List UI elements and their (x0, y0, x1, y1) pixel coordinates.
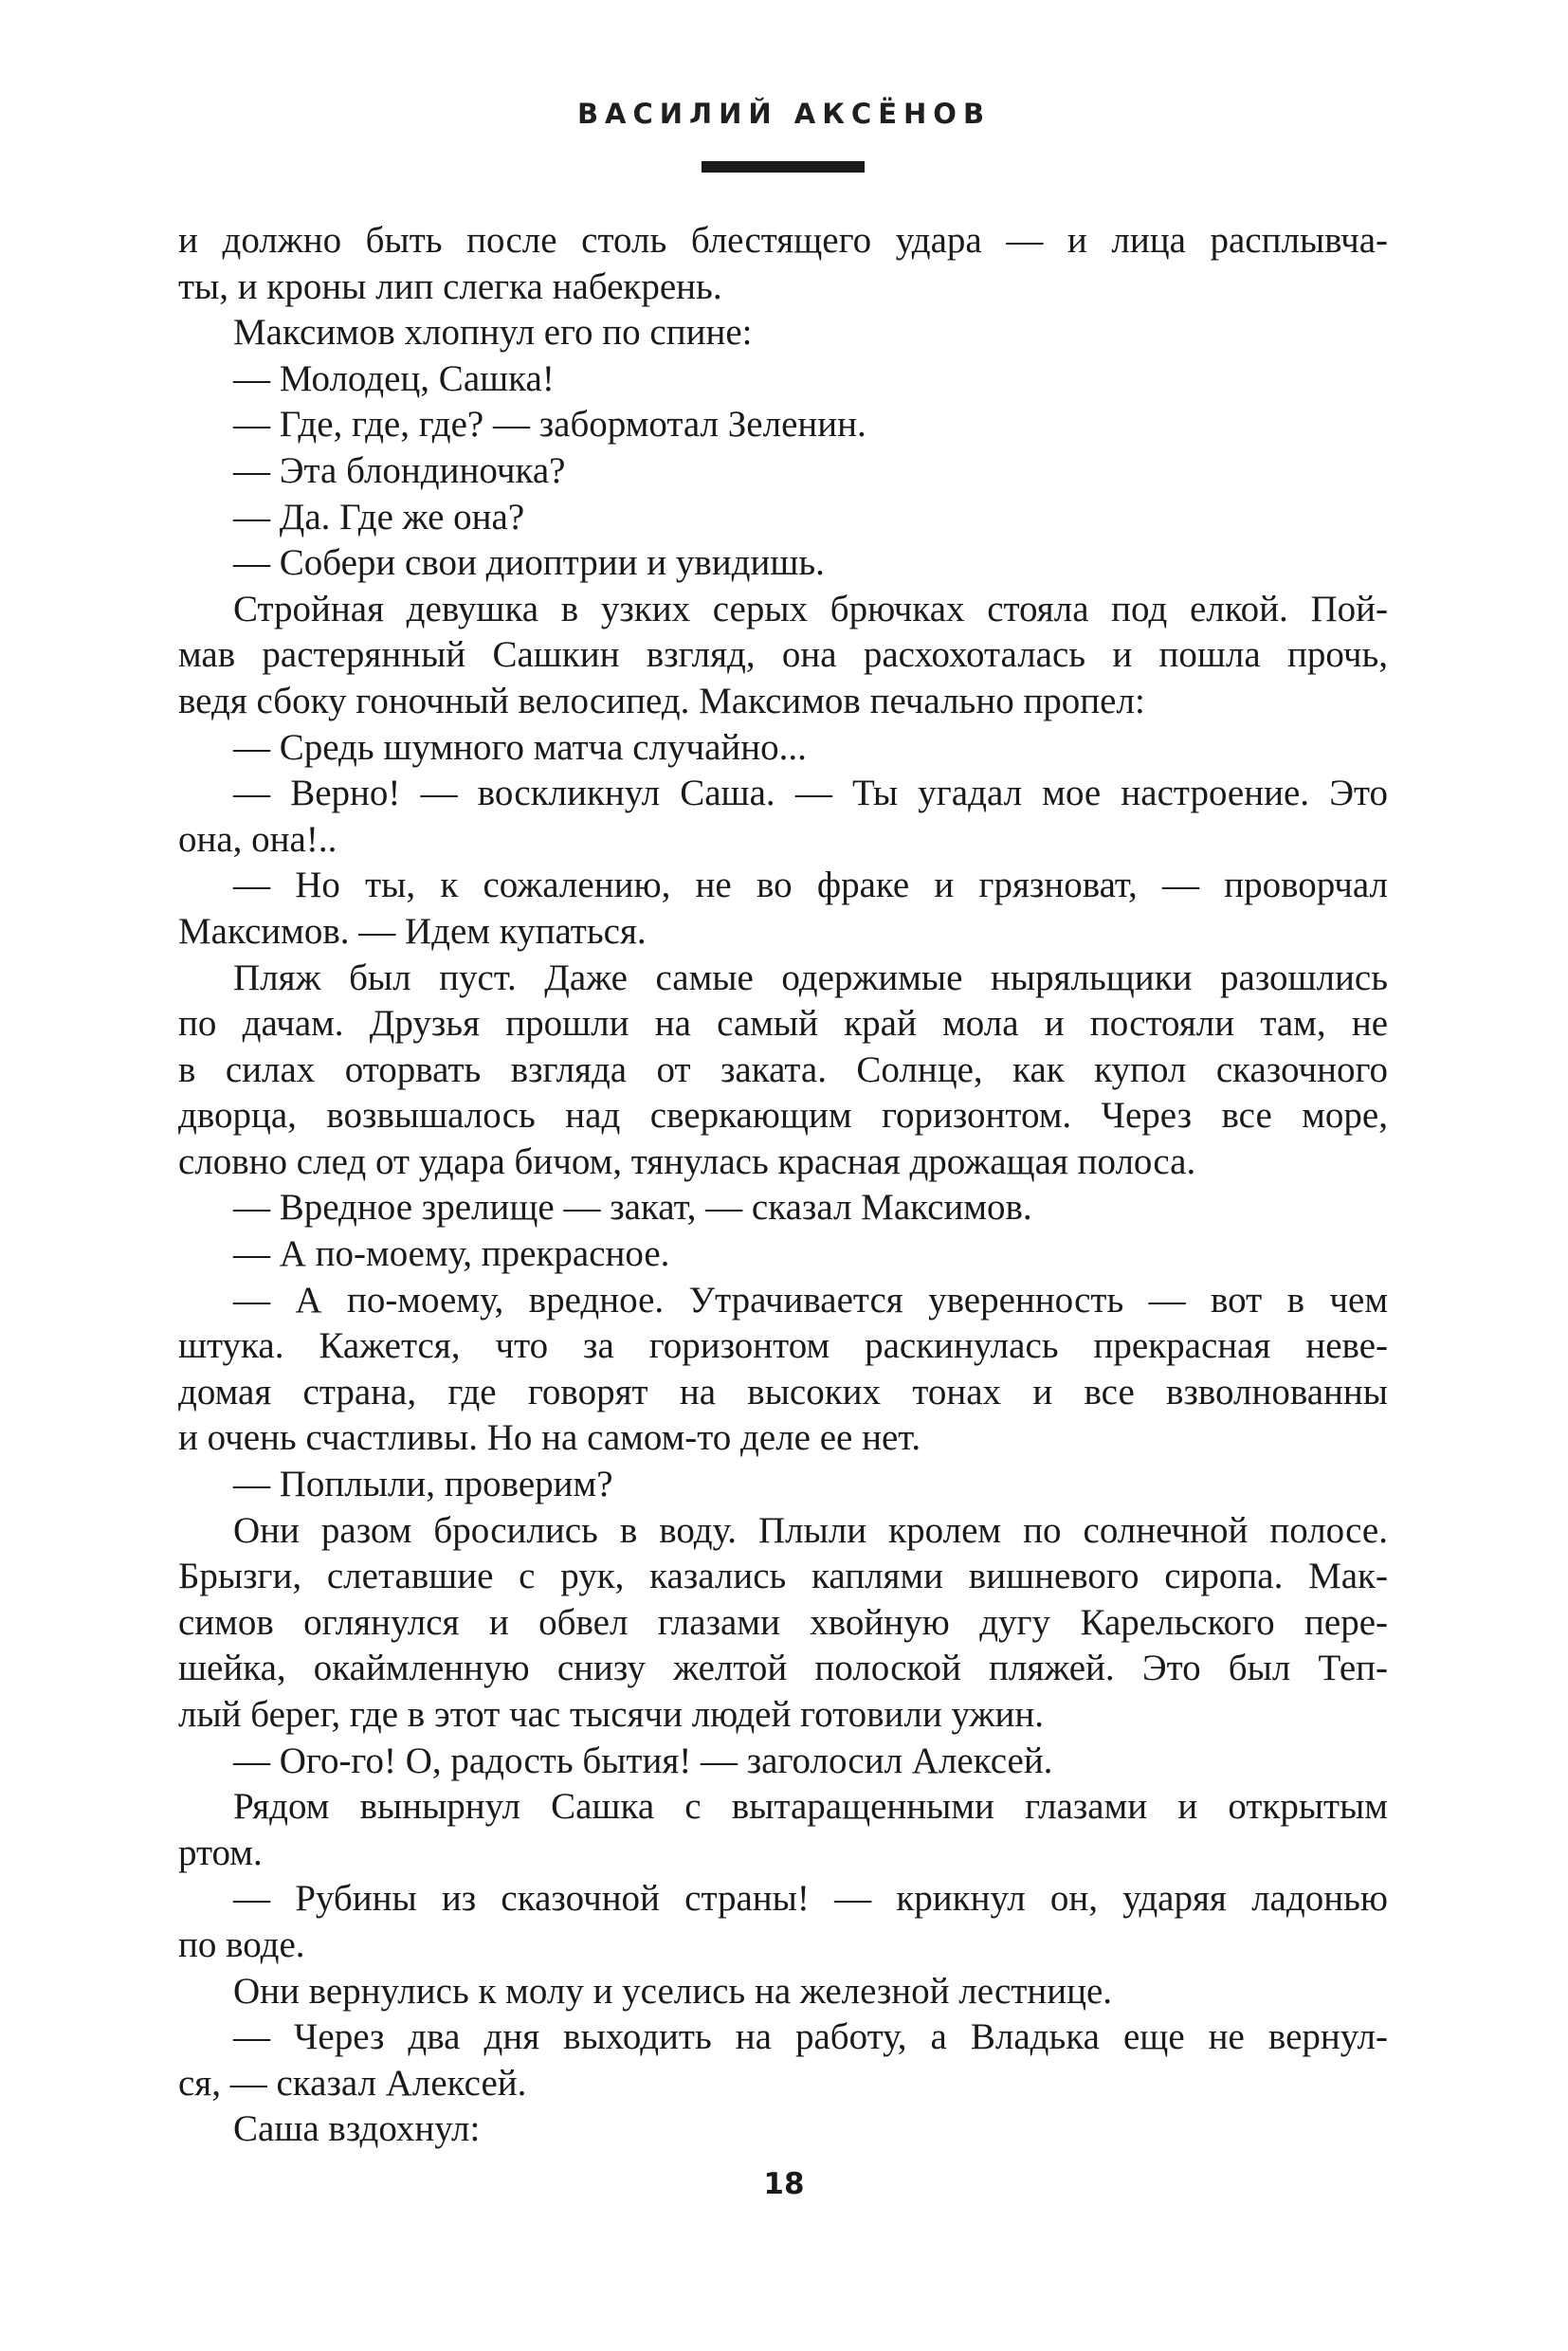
text-line: мав растерянный Сашкин взгляд, она расхохоталась и пошла прочь, (178, 634, 1388, 676)
text-line: и должно быть после столь блестящего удара — и лица расплывча- (178, 220, 1388, 261)
page-number: 18 (763, 2167, 805, 2201)
text-line: — Но ты, к сожалению, не во фраке и грязноват, — проворчал (233, 865, 1388, 906)
text-line: словно след от удара бичом, тянулась красная дрожащая полоса. (178, 1140, 1196, 1182)
text-line: Брызги, слетавшие с рук, казались каплями вишневого сиропа. Мак- (178, 1556, 1388, 1597)
text-line: ты, и кроны лип слегка набекрень. (178, 265, 722, 307)
text-line: — А по-моему, прекрасное. (233, 1233, 670, 1275)
text-line: она, она!.. (178, 818, 337, 860)
text-line: дворца, возвышалось над сверкающим горизонтом. Через все море, (178, 1095, 1388, 1137)
text-line: по дачам. Друзья прошли на самый край мола и постояли там, не (178, 1003, 1388, 1045)
text-line: — Ого-го! О, радость бытия! — заголосил Алексей. (233, 1740, 1053, 1781)
text-line: — Поплыли, проверим? (233, 1464, 613, 1505)
text-line: — Собери свои диоптрии и увидишь. (233, 542, 825, 584)
text-line: — Верно! — воскликнул Саша. — Ты угадал мое настроение. Это (233, 773, 1388, 814)
text-line: Стройная девушка в узких серых брючках стояла под елкой. Пой- (233, 588, 1388, 629)
text-line: в силах оторвать взгляда от заката. Солнце, как купол сказочного (178, 1048, 1388, 1090)
text-line: Пляж был пуст. Даже самые одержимые ныряльщики разошлись (233, 957, 1388, 998)
text-line: — Где, где, где? — забормотал Зеленин. (233, 404, 866, 446)
text-line: и очень счастливы. Но на самом-то деле ее нет. (178, 1417, 921, 1459)
text-line: Они разом бросились в воду. Плыли кролем по солнечной полосе. (233, 1509, 1388, 1551)
text-line: — Средь шумного матча случайно... (233, 726, 807, 768)
running-head: ВАСИЛИЙ АКСЁНОВ (576, 98, 992, 130)
text-line: Максимов хлопнул его по спине: (233, 312, 753, 354)
text-line: Саша вздохнул: (233, 2108, 481, 2150)
text-line: ведя сбоку гоночный велосипед. Максимов печально пропел: (178, 680, 1145, 721)
text-line: — Молодец, Сашка! (233, 357, 555, 399)
text-line: лый берег, где в этот час тысячи людей готовили ужин. (178, 1694, 1044, 1735)
text-line: симов оглянулся и обвел глазами хвойную дугу Карельского пере- (178, 1601, 1388, 1643)
text-line: Максимов. — Идем купаться. (178, 910, 647, 952)
text-line: шейка, окаймленную снизу желтой полоской пляжей. Это был Теп- (178, 1648, 1388, 1689)
text-line: Они вернулись к молу и уселись на железной лестнице. (233, 1970, 1113, 2012)
text-line: Рядом вынырнул Сашка с вытаращенными глазами и открытым (233, 1786, 1388, 1828)
text-line: ся, — сказал Алексей. (178, 2062, 527, 2104)
text-line: ртом. (178, 1832, 263, 1873)
body-text (178, 218, 1388, 2153)
text-line: — А по-моему, вредное. Утрачивается уверенность — вот в чем (233, 1279, 1388, 1321)
text-line: — Эта блондиночка? (233, 449, 566, 491)
header-rule (702, 161, 865, 173)
text-line: — Да. Где же она? (233, 496, 525, 538)
text-line: домая страна, где говорят на высоких тонах и все взволнованны (178, 1371, 1388, 1412)
text-line: — Вредное зрелище — закат, — сказал Максимов. (233, 1187, 1032, 1229)
text-line: — Через два дня выходить на работу, а Владька еще не вернул- (233, 2016, 1388, 2058)
text-line: — Рубины из сказочной страны! — крикнул он, ударяя ладонью (233, 1878, 1388, 1920)
text-line: штука. Кажется, что за горизонтом раскинулась прекрасная неве- (178, 1325, 1388, 1367)
text-line: по воде. (178, 1923, 305, 1965)
